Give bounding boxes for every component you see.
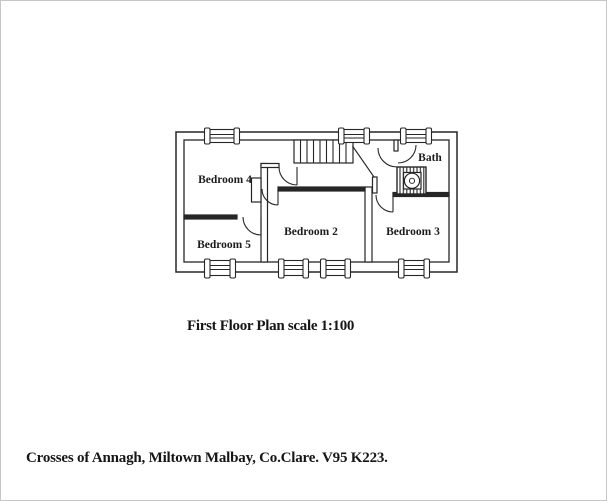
bedroom5-top-wall: [184, 215, 237, 219]
bedroom-5-label: Bedroom 5: [197, 239, 251, 251]
bedroom-2-label: Bedroom 2: [284, 226, 338, 238]
floor-plan-drawing: [1, 1, 607, 501]
window: [279, 259, 309, 278]
bedroom2-top-wall: [278, 187, 365, 191]
window: [399, 259, 430, 278]
shower-tray: [397, 167, 426, 194]
hall-stub-wall: [261, 164, 279, 168]
bath-label: Bath: [418, 152, 442, 164]
chimney-breast: [252, 178, 262, 202]
window: [339, 128, 370, 144]
property-address: Crosses of Annagh, Miltown Malbay, Co.Clare. V95 K223.: [26, 450, 388, 466]
partition-bedroom45: [261, 164, 268, 263]
bedroom-4-label: Bedroom 4: [198, 174, 252, 186]
plan-caption: First Floor Plan scale 1:100: [187, 318, 355, 334]
bath-wall: [394, 140, 398, 151]
window: [205, 259, 236, 278]
window: [321, 259, 351, 278]
landing-stub-wall: [373, 177, 378, 193]
bedroom-3-label: Bedroom 3: [386, 226, 440, 238]
window: [205, 128, 240, 144]
partition-bedroom23: [365, 187, 372, 262]
window: [401, 128, 432, 144]
